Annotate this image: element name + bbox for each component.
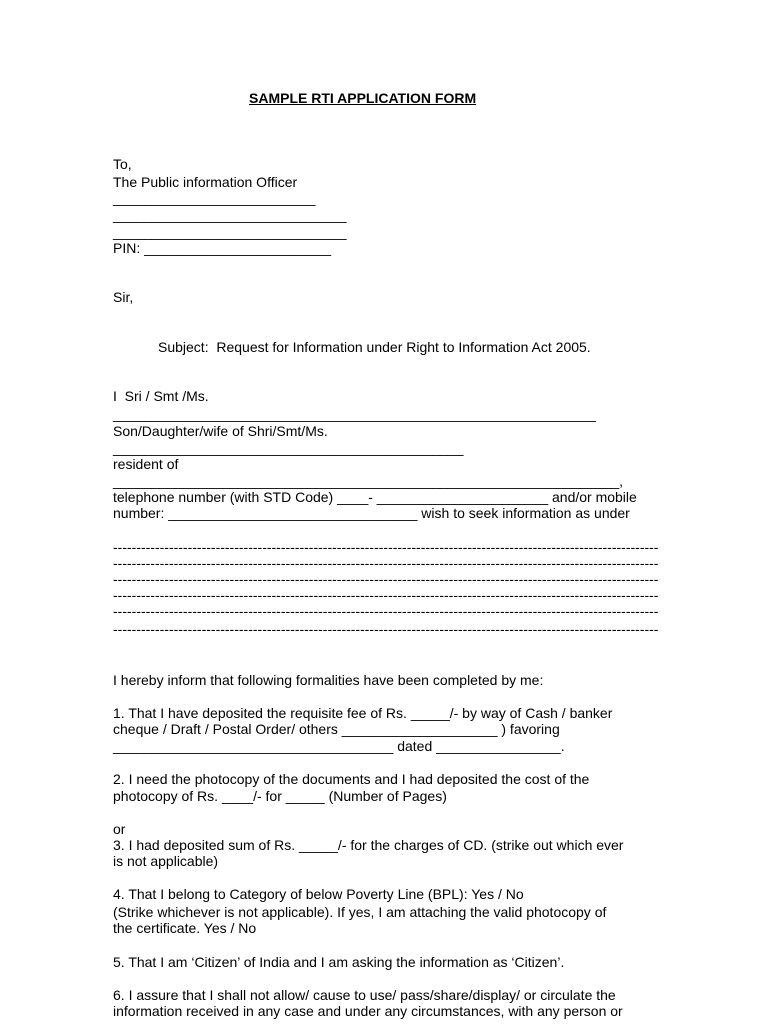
applicant-relation: Son/Daughter/wife of Shri/Smt/Ms. [113,423,328,439]
address-blank-1: __________________________ [113,190,316,206]
item-4-line: 4. That I belong to Category of below Poverty Line (BPL): Yes / No [113,886,524,902]
item-3-line: 3. I had deposited sum of Rs. _____/- for the charges of CD. (strike out which ever [113,837,624,853]
info-line: --------------------------------------------------------------------------------------------------------------------- [113,555,659,571]
applicant-name-blank: ______________________________________________________________ [113,406,596,422]
address-blank-2: ______________________________ [113,207,347,223]
formalities-intro: I hereby inform that following formalities have been completed by me: [113,672,544,688]
subject-line: Subject: Request for Information under Right to Information Act 2005. [158,339,591,355]
applicant-resident-blank: _________________________________________________________________, [113,473,623,489]
address-to: To, [113,156,132,172]
item-2-line: photocopy of Rs. ____/- for _____ (Number of Pages) [113,788,447,804]
item-2-line: 2. I need the photocopy of the documents and I had deposited the cost of the [113,771,590,787]
form-title: SAMPLE RTI APPLICATION FORM [249,90,477,106]
applicant-relation-blank: _____________________________________________ [113,440,464,456]
item-6-line: 6. I assure that I shall not allow/ cause to use/ pass/share/display/ or circulate the [113,987,616,1003]
item-4-line: (Strike whichever is not applicable). If yes, I am attaching the valid photocopy of [113,904,607,920]
info-line: --------------------------------------------------------------------------------------------------------------------- [113,571,659,587]
item-4-line: the certificate. Yes / No [113,920,257,936]
item-5-line: 5. That I am ‘Citizen’ of India and I am asking the information as ‘Citizen’. [113,954,565,970]
applicant-resident: resident of [113,456,179,472]
item-6-line: information received in any case and under any circumstances, with any person or [113,1003,623,1019]
item-1-line: 1. That I have deposited the requisite fee of Rs. _____/- by way of Cash / banker [113,705,613,721]
address-officer: The Public information Officer [113,174,298,190]
address-blank-3: ______________________________ [113,224,347,240]
info-line: --------------------------------------------------------------------------------------------------------------------- [113,603,659,619]
item-1-line: cheque / Draft / Postal Order/ others ____________________ ) favoring [113,721,560,737]
address-pin: PIN: ________________________ [113,240,331,256]
info-line: --------------------------------------------------------------------------------------------------------------------- [113,539,659,555]
item-1-line: ____________________________________ dated ________________. [113,738,565,754]
item-3-line: is not applicable) [113,853,219,869]
or-separator: or [113,821,126,837]
info-line: --------------------------------------------------------------------------------------------------------------------- [113,621,659,637]
applicant-name-prefix: I Sri / Smt /Ms. [113,388,209,404]
salutation: Sir, [113,289,134,305]
applicant-mobile: number: ________________________________ wish to seek information as under [113,505,630,521]
info-line: --------------------------------------------------------------------------------------------------------------------- [113,587,659,603]
applicant-telephone: telephone number (with STD Code) ____- ______________________ and/or mobile [113,489,637,505]
